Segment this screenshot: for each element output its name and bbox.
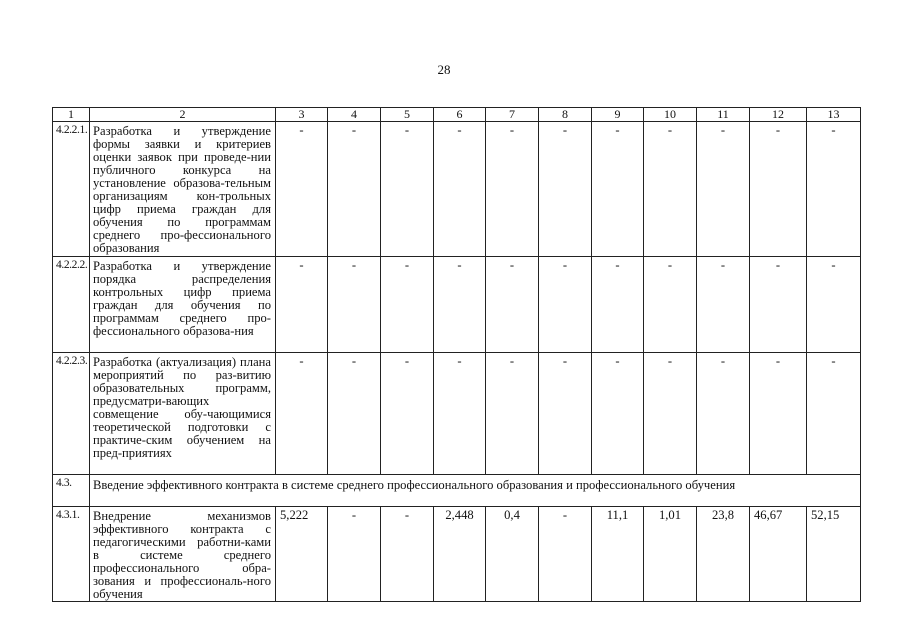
value-cell: - [276, 353, 328, 475]
section-row [53, 475, 861, 507]
value-cell: - [644, 257, 697, 353]
value-cell: - [328, 353, 381, 475]
table-row [53, 122, 861, 257]
row-number: 4.3.1. [53, 507, 90, 602]
value-cell: - [328, 122, 381, 257]
value-cell: - [539, 257, 592, 353]
page-number: 28 [437, 62, 451, 77]
column-header: 7 [486, 108, 539, 122]
value-cell: 11,1 [592, 507, 644, 602]
row-description: Разработка и утверждение формы заявки и критериев оценки заявок при проведе-нии публичного конкурса на установление образова-тельным организациям кон-трольных цифр приема граждан для обучения по программам среднего про-фессионального образования [90, 122, 276, 257]
column-header: 5 [381, 108, 434, 122]
value-cell: 1,01 [644, 507, 697, 602]
value-cell: - [644, 353, 697, 475]
column-header: 3 [276, 108, 328, 122]
row-description: Внедрение механизмов эффективного контракта с педагогическими работни-ками в системе среднего профессионального обра-зования и профессиональ-ного обучения [90, 507, 276, 602]
value-cell: - [381, 257, 434, 353]
column-header: 6 [434, 108, 486, 122]
value-cell: - [434, 353, 486, 475]
table-header-row [53, 108, 861, 122]
value-cell: - [697, 122, 750, 257]
value-cell: 52,15 [807, 507, 861, 602]
column-header: 10 [644, 108, 697, 122]
value-cell: - [807, 122, 861, 257]
value-cell: 23,8 [697, 507, 750, 602]
value-cell: - [486, 257, 539, 353]
value-cell: - [381, 507, 434, 602]
value-cell: - [697, 353, 750, 475]
value-cell: - [381, 122, 434, 257]
value-cell: - [750, 122, 807, 257]
value-cell: - [697, 257, 750, 353]
value-cell: 46,67 [750, 507, 807, 602]
table-row [53, 353, 861, 475]
value-cell: - [276, 122, 328, 257]
value-cell: - [592, 122, 644, 257]
row-description: Разработка (актуализация) плана мероприятий по раз-витию образовательных программ, предусматри-вающих совмещение обу-чающимися теоретической подготовки с практиче-ским обучением на пред-приятиях [90, 353, 276, 475]
column-header: 8 [539, 108, 592, 122]
column-header: 9 [592, 108, 644, 122]
value-cell: - [592, 257, 644, 353]
value-cell: - [539, 122, 592, 257]
value-cell: - [486, 122, 539, 257]
section-description: Введение эффективного контракта в системе среднего профессионального образования и профессионального обучения [90, 475, 861, 507]
value-cell: - [328, 257, 381, 353]
data-table [52, 107, 861, 602]
value-cell: - [592, 353, 644, 475]
value-cell: 2,448 [434, 507, 486, 602]
value-cell: - [434, 257, 486, 353]
row-number: 4.2.2.2. [53, 257, 90, 353]
value-cell: 0,4 [486, 507, 539, 602]
column-header: 1 [53, 108, 90, 122]
column-header: 12 [750, 108, 807, 122]
row-description: Разработка и утверждение порядка распределения контрольных цифр приема граждан для обучения по программам среднего про-фессионального образова-ния [90, 257, 276, 353]
value-cell: - [539, 353, 592, 475]
value-cell: - [328, 507, 381, 602]
column-header: 11 [697, 108, 750, 122]
value-cell: - [276, 257, 328, 353]
value-cell: - [807, 353, 861, 475]
value-cell: - [750, 353, 807, 475]
value-cell: - [486, 353, 539, 475]
value-cell: - [750, 257, 807, 353]
row-number: 4.3. [53, 475, 90, 507]
column-header: 4 [328, 108, 381, 122]
column-header: 2 [90, 108, 276, 122]
table-row [53, 507, 861, 602]
value-cell: - [644, 122, 697, 257]
row-number: 4.2.2.3. [53, 353, 90, 475]
value-cell: - [381, 353, 434, 475]
row-number: 4.2.2.1. [53, 122, 90, 257]
value-cell: 5,222 [276, 507, 328, 602]
value-cell: - [434, 122, 486, 257]
table-row [53, 257, 861, 353]
value-cell: - [807, 257, 861, 353]
value-cell: - [539, 507, 592, 602]
column-header: 13 [807, 108, 861, 122]
